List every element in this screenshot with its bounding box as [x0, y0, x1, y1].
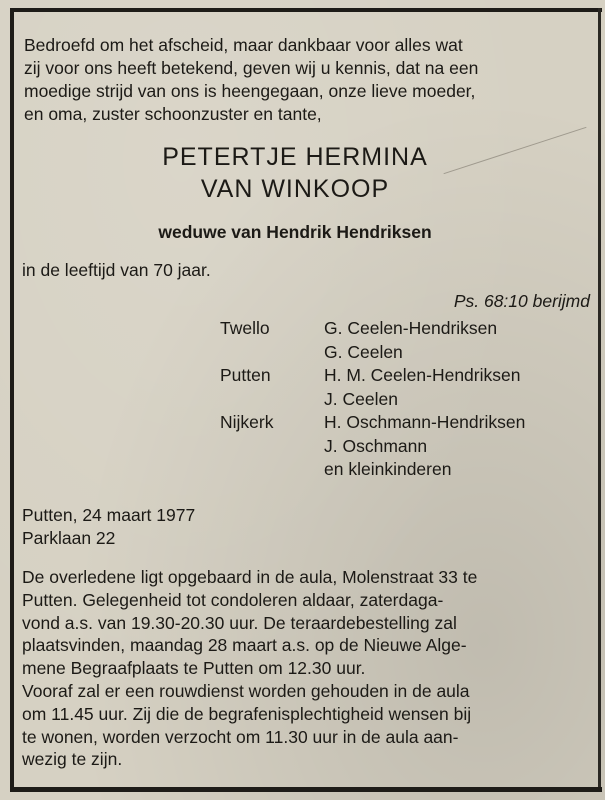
intro-line: en oma, zuster schoonzuster en tante, — [24, 104, 322, 124]
detail-line: mene Begraafplaats te Putten om 12.30 uur. — [22, 658, 366, 679]
funeral-details — [22, 566, 477, 771]
family-row — [200, 317, 525, 341]
detail-line: om 11.45 uur. Zij die de begrafenisplechtigheid wensen bij — [22, 703, 472, 724]
family-place: Putten — [220, 365, 271, 385]
date-place-block — [22, 504, 195, 550]
frame-border-left — [10, 8, 14, 792]
date-line: Putten, 24 maart 1977 — [22, 505, 196, 525]
detail-line: vond a.s. van 19.30-20.30 uur. De teraardebestelling zal — [22, 612, 457, 633]
detail-line: plaatsvinden, maandag 28 maart a.s. op de Nieuwe Algе- — [22, 635, 467, 656]
frame-border-top — [10, 8, 602, 12]
family-place — [200, 435, 324, 459]
family-place: Nijkerk — [220, 412, 274, 432]
family-row — [200, 458, 525, 482]
frame-border-bottom — [10, 787, 602, 792]
deceased-name-first: PETERTJE HERMINA — [162, 143, 428, 171]
family-person: H. M. Ceelen-Hendriksen — [324, 365, 521, 385]
intro-line: Bedroefd om het afscheid, maar dankbaar voor alles wat — [24, 35, 463, 55]
intro-paragraph — [24, 34, 478, 126]
family-row — [200, 388, 525, 412]
intro-line: moedige strijd van ons is heengegaan, onze lieve moeder, — [24, 81, 476, 101]
family-place — [200, 388, 324, 412]
family-place — [200, 341, 324, 365]
age-line: in de leeftijd van 70 jaar. — [22, 260, 211, 280]
family-person: en kleinkinderen — [324, 459, 452, 479]
frame-border-right — [598, 8, 601, 792]
family-person: G. Ceelen — [324, 341, 403, 362]
family-place: Twello — [220, 318, 270, 338]
widow-of-line: weduwe van Hendrik Hendriksen — [158, 222, 432, 242]
family-person: G. Ceelen-Hendriksen — [324, 318, 498, 338]
psalm-reference: Ps. 68:10 berijmd — [453, 291, 590, 311]
detail-line: De overledene ligt opgebaard in de aula, Molenstraat 33 te — [22, 567, 478, 587]
detail-line: wezig te zijn. — [22, 749, 123, 770]
family-person: J. Ceelen — [324, 388, 398, 409]
family-row — [200, 364, 525, 388]
detail-line: te wonen, worden verzocht om 11.30 uur in de aula aan- — [22, 726, 459, 747]
family-row — [200, 341, 525, 365]
detail-line: Putten. Gelegenheid tot condoleren aldaar, zaterdaga- — [22, 589, 444, 610]
family-list — [200, 317, 525, 482]
family-place — [200, 458, 324, 482]
intro-line: zij voor ons heeft betekend, geven wij u kennis, dat na een — [24, 58, 479, 78]
family-row — [200, 435, 525, 459]
address-line: Parklaan 22 — [22, 528, 116, 548]
deceased-name-last: VAN WINKOOP — [200, 175, 390, 203]
family-person: H. Oschmann-Hendriksen — [324, 412, 526, 432]
family-row — [200, 411, 525, 435]
family-person: J. Oschmann — [324, 435, 428, 456]
detail-line: Vooraf zal er een rouwdienst worden gehouden in de aula — [22, 680, 470, 701]
